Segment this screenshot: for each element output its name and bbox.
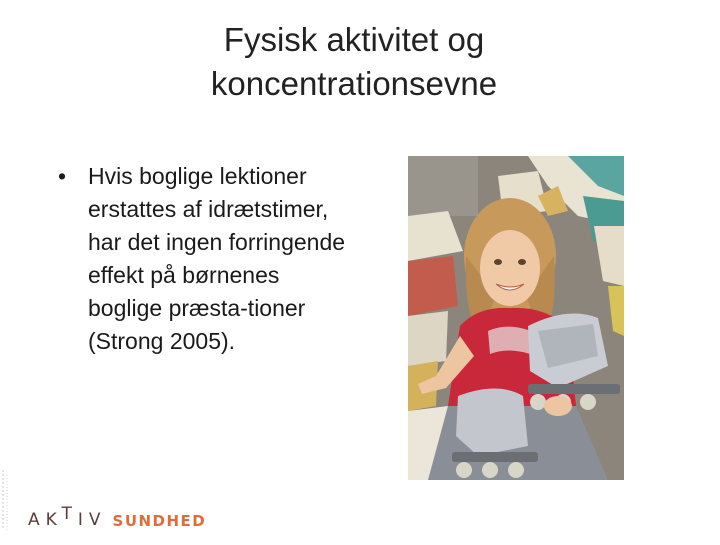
logo-letter: K bbox=[45, 510, 62, 530]
logo-letter: V bbox=[88, 510, 107, 530]
bullet-list bbox=[58, 160, 358, 358]
slide-title: Fysisk aktivitet og koncentrationsevne bbox=[210, 21, 498, 102]
aktiv-sundhed-logo bbox=[28, 500, 206, 530]
side-mark-lines bbox=[0, 470, 10, 540]
logo-aktiv bbox=[28, 504, 107, 530]
logo-letter: I bbox=[77, 510, 89, 530]
photo-illustration bbox=[408, 156, 624, 480]
logo-letter: A bbox=[28, 510, 46, 530]
photo-child-skates bbox=[408, 156, 624, 480]
logo-sundhed: SUNDHED bbox=[112, 512, 207, 530]
side-vertical-mark bbox=[0, 470, 10, 540]
logo-letter: T bbox=[61, 504, 78, 524]
bullet-item: • Hvis boglige lektioner erstattes af idrætstimer, har det ingen forringende effekt på børnenes boglige præsta-tioner (Strong 2005). bbox=[58, 160, 358, 358]
